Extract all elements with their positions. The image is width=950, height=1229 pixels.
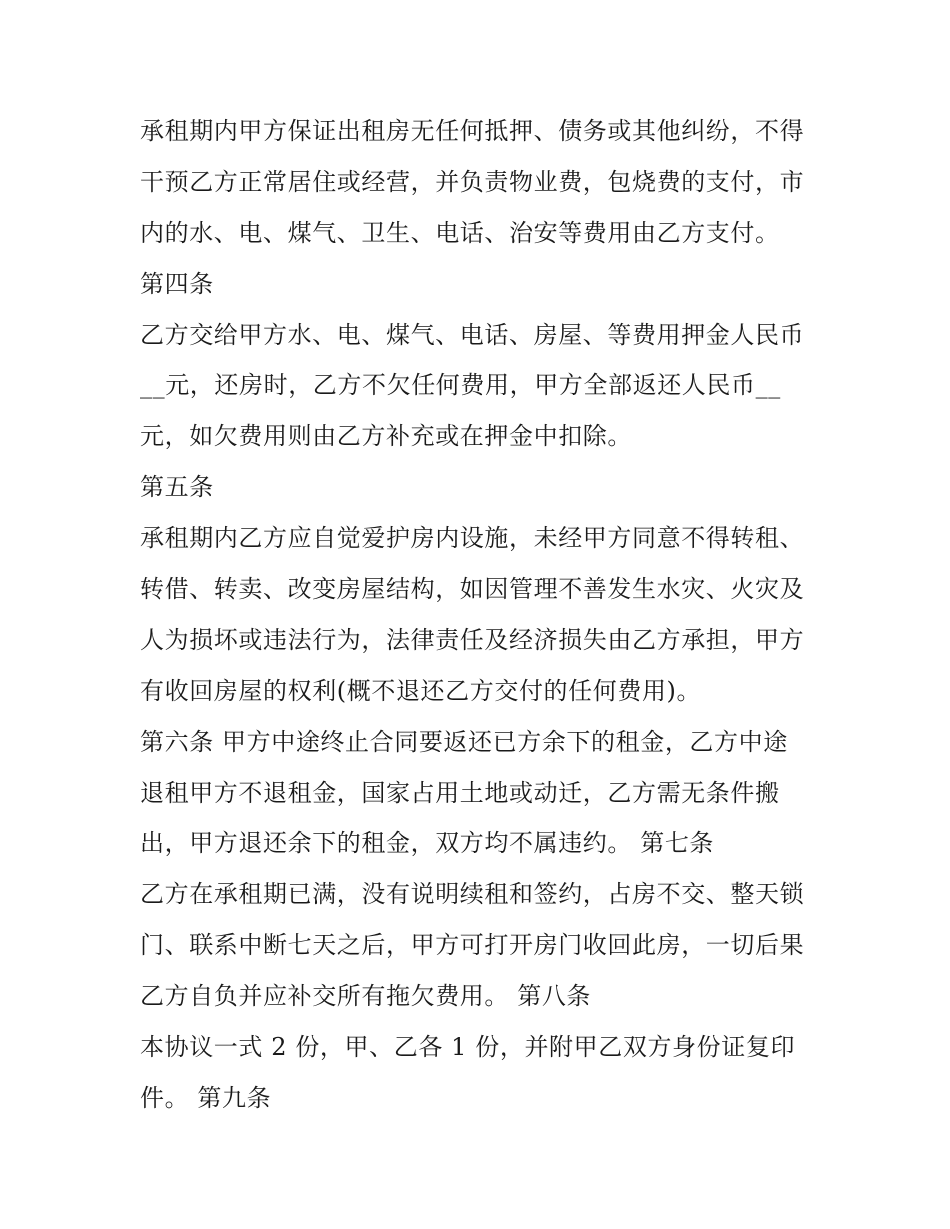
text-line: 有收回房屋的权利(概不退还乙方交付的任何费用)。: [140, 676, 702, 705]
text-line: 出，甲方退还余下的租金，双方均不属违约。 第七条: [140, 829, 715, 858]
text-line: 退租甲方不退租金，国家占用土地或动迁，乙方需无条件搬: [140, 778, 780, 807]
text-line: 乙方自负并应补交所有拖欠费用。 第八条: [140, 982, 592, 1011]
text-line: __元，还房时，乙方不欠任何费用，甲方全部返还人民币__: [140, 371, 781, 400]
text-line: 承租期内乙方应自觉爱护房内设施，未经甲方同意不得转租、: [140, 524, 805, 553]
text-line: 门、联系中断七天之后，甲方可打开房门收回此房，一切后果: [140, 931, 805, 960]
section-heading-article-5: 第五条: [140, 473, 214, 502]
text-line: 乙方交给甲方水、电、煤气、电话、房屋、等费用押金人民币: [140, 320, 805, 349]
text-line: 承租期内甲方保证出租房无任何抵押、债务或其他纠纷，不得: [140, 117, 805, 145]
text-line: 干预乙方正常居住或经营，并负责物业费，包烧费的支付，市: [140, 167, 805, 196]
text-line: 件。 第九条: [140, 1083, 272, 1112]
text-line: 转借、转卖、改变房屋结构，如因管理不善发生水灾、火灾及: [140, 575, 805, 604]
text-line: 乙方在承租期已满，没有说明续租和签约，占房不交、整天锁: [140, 880, 805, 909]
text-line: 元，如欠费用则由乙方补充或在押金中扣除。: [140, 422, 632, 451]
text-line: 人为损坏或违法行为，法律责任及经济损失由乙方承担，甲方: [140, 625, 805, 654]
document-body: [140, 108, 820, 1126]
section-heading-article-4: 第四条: [140, 269, 214, 298]
text-line: 第六条 甲方中途终止合同要返还已方余下的租金，乙方中途: [140, 727, 788, 756]
text-line: 内的水、电、煤气、卫生、电话、治安等费用由乙方支付。: [140, 218, 780, 247]
text-line: 本协议一式 2 份，甲、乙各 1 份，并附甲乙双方身份证复印: [140, 1033, 796, 1062]
